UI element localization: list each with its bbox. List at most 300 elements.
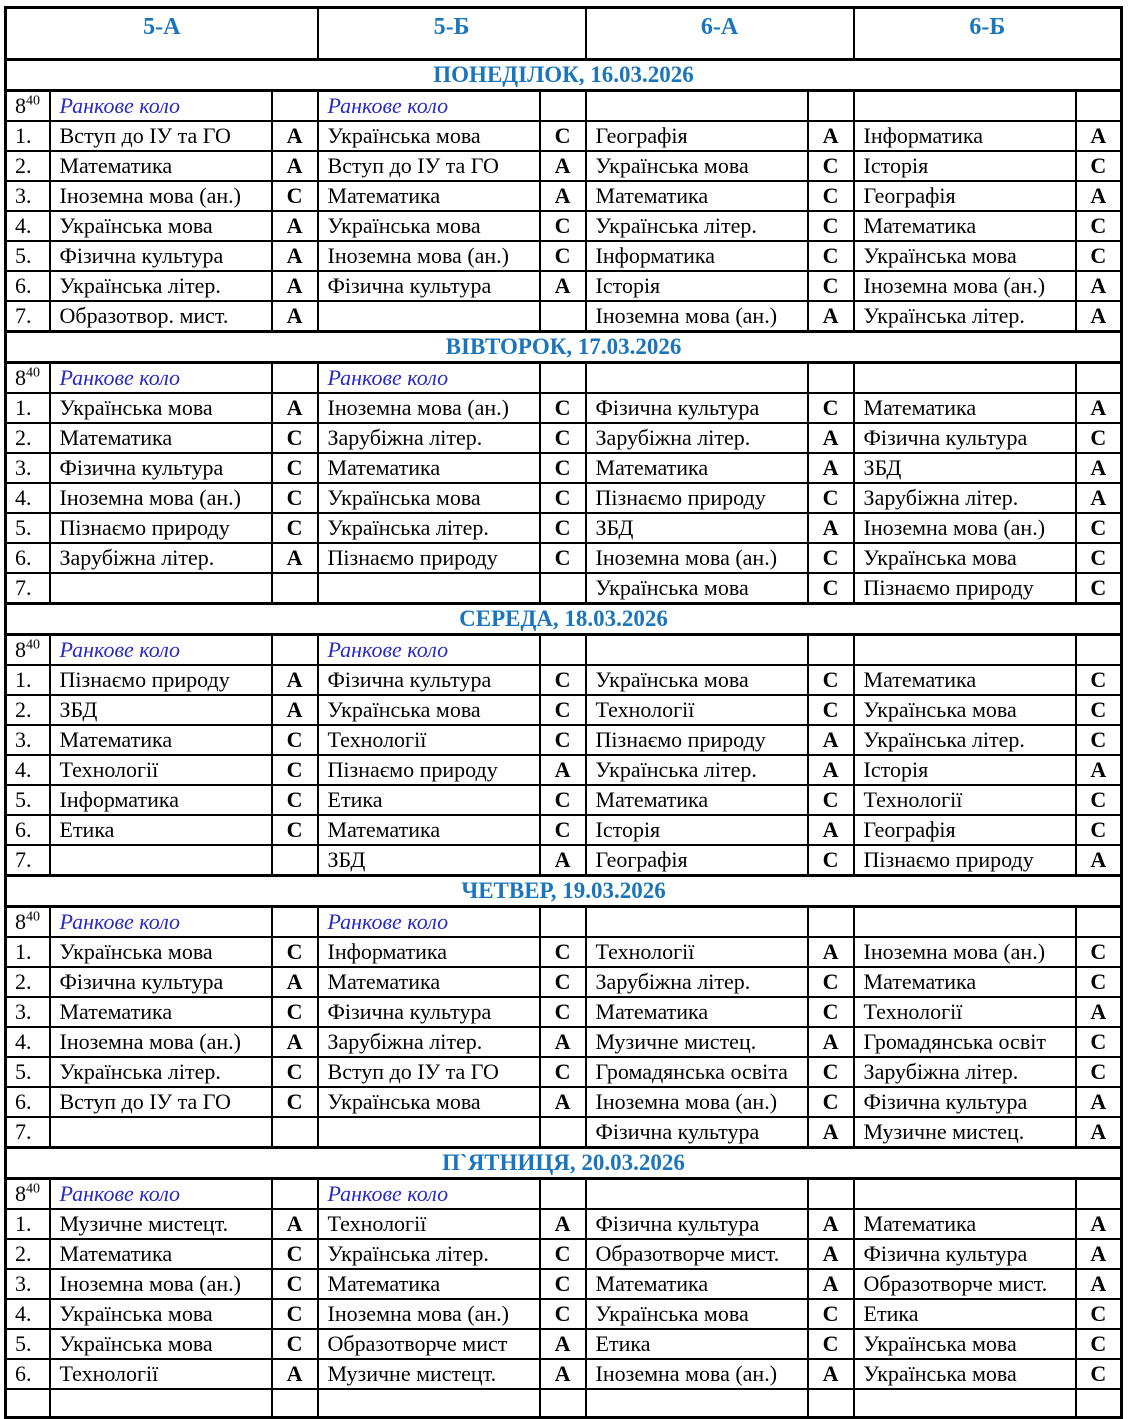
subject-cell: Іноземна мова (ан.) bbox=[586, 301, 808, 332]
mark-cell: С bbox=[1076, 695, 1122, 725]
subject-cell: Математика bbox=[50, 725, 272, 755]
time-label bbox=[6, 91, 50, 122]
subject-cell: Іноземна мова (ан.) bbox=[50, 1027, 272, 1057]
subject-cell: Пізнаємо природу bbox=[50, 513, 272, 543]
mark-cell: С bbox=[808, 181, 854, 211]
mark-cell: А bbox=[1076, 393, 1122, 423]
subject-cell: Українська мова bbox=[854, 695, 1076, 725]
subject-cell: Українська літер. bbox=[854, 301, 1076, 332]
mark-cell bbox=[1076, 91, 1122, 122]
lesson-row bbox=[6, 1239, 1122, 1269]
mark-cell: С bbox=[1076, 1329, 1122, 1359]
morning-circle-cell bbox=[586, 91, 808, 122]
subject-cell: Українська літер. bbox=[586, 755, 808, 785]
subject-cell: Українська літер. bbox=[318, 1239, 540, 1269]
morning-circle-cell: Ранкове коло bbox=[318, 91, 540, 122]
subject-cell: Іноземна мова (ан.) bbox=[50, 483, 272, 513]
time-minutes-superscript: 40 bbox=[26, 909, 40, 925]
mark-cell: С bbox=[540, 513, 586, 543]
mark-cell: С bbox=[272, 423, 318, 453]
subject-cell: Історія bbox=[854, 755, 1076, 785]
lesson-row bbox=[6, 967, 1122, 997]
subject-cell: Українська літер. bbox=[586, 211, 808, 241]
subject-cell: Математика bbox=[50, 423, 272, 453]
day-title: ЧЕТВЕР, 19.03.2026 bbox=[6, 876, 1122, 907]
morning-row bbox=[6, 635, 1122, 666]
morning-row bbox=[6, 363, 1122, 394]
mark-cell: С bbox=[540, 241, 586, 271]
subject-cell: Технології bbox=[854, 997, 1076, 1027]
mark-cell: С bbox=[272, 1299, 318, 1329]
mark-cell: А bbox=[540, 151, 586, 181]
subject-cell: Фізична культура bbox=[854, 1087, 1076, 1117]
mark-cell: С bbox=[540, 725, 586, 755]
subject-cell: Математика bbox=[50, 997, 272, 1027]
class-header-6a: 6-А bbox=[586, 8, 854, 60]
subject-cell: Інформатика bbox=[586, 241, 808, 271]
mark-cell: С bbox=[540, 967, 586, 997]
lesson-row bbox=[6, 665, 1122, 695]
subject-cell: Математика bbox=[318, 453, 540, 483]
time-label bbox=[6, 363, 50, 394]
mark-cell: С bbox=[272, 755, 318, 785]
mark-cell: А bbox=[1076, 845, 1122, 876]
subject-cell: Українська мова bbox=[50, 211, 272, 241]
mark-cell: С bbox=[1076, 967, 1122, 997]
subject-cell: Історія bbox=[586, 815, 808, 845]
subject-cell: Музичне мистецт. bbox=[50, 1209, 272, 1239]
lesson-number: 1. bbox=[6, 665, 50, 695]
lesson-row bbox=[6, 1269, 1122, 1299]
mark-cell: С bbox=[808, 393, 854, 423]
lesson-row bbox=[6, 513, 1122, 543]
subject-cell: Українська мова bbox=[854, 543, 1076, 573]
mark-cell: А bbox=[272, 1027, 318, 1057]
subject-cell: Інформатика bbox=[318, 937, 540, 967]
subject-cell: Пізнаємо природу bbox=[586, 483, 808, 513]
lesson-row bbox=[6, 815, 1122, 845]
mark-cell: С bbox=[1076, 513, 1122, 543]
mark-cell: С bbox=[272, 815, 318, 845]
mark-cell: А bbox=[808, 1027, 854, 1057]
subject-cell: Музичне мистец. bbox=[854, 1117, 1076, 1148]
subject-cell: Українська мова bbox=[318, 483, 540, 513]
mark-cell: С bbox=[1076, 785, 1122, 815]
mark-cell: А bbox=[1076, 1209, 1122, 1239]
subject-cell: Громадянська освіта bbox=[586, 1057, 808, 1087]
mark-cell bbox=[272, 573, 318, 604]
mark-cell bbox=[272, 91, 318, 122]
subject-cell: Географія bbox=[586, 121, 808, 151]
mark-cell bbox=[540, 573, 586, 604]
mark-cell: А bbox=[272, 665, 318, 695]
subject-cell: Українська мова bbox=[318, 1087, 540, 1117]
day-title: СЕРЕДА, 18.03.2026 bbox=[6, 604, 1122, 635]
mark-cell bbox=[1076, 1179, 1122, 1210]
lesson-row bbox=[6, 755, 1122, 785]
mark-cell: С bbox=[808, 785, 854, 815]
lesson-number: 2. bbox=[6, 967, 50, 997]
mark-cell bbox=[540, 363, 586, 394]
mark-cell bbox=[540, 635, 586, 666]
mark-cell: С bbox=[1076, 1027, 1122, 1057]
mark-cell bbox=[1076, 363, 1122, 394]
lesson-number: 1. bbox=[6, 393, 50, 423]
lesson-number: 6. bbox=[6, 271, 50, 301]
lesson-row bbox=[6, 483, 1122, 513]
mark-cell: А bbox=[808, 301, 854, 332]
subject-cell: Математика bbox=[318, 181, 540, 211]
morning-circle-cell bbox=[854, 635, 1076, 666]
subject-cell: Математика bbox=[854, 967, 1076, 997]
subject-cell: Зарубіжна літер. bbox=[854, 1057, 1076, 1087]
mark-cell: С bbox=[272, 937, 318, 967]
mark-cell: С bbox=[272, 997, 318, 1027]
lesson-row bbox=[6, 845, 1122, 876]
lesson-row bbox=[6, 997, 1122, 1027]
mark-cell: С bbox=[808, 1329, 854, 1359]
lesson-row bbox=[6, 121, 1122, 151]
subject-cell bbox=[50, 1117, 272, 1148]
mark-cell: С bbox=[1076, 151, 1122, 181]
mark-cell: С bbox=[272, 1269, 318, 1299]
subject-cell bbox=[318, 573, 540, 604]
subject-cell bbox=[854, 1389, 1076, 1417]
mark-cell: А bbox=[1076, 301, 1122, 332]
lesson-number: 6. bbox=[6, 543, 50, 573]
subject-cell bbox=[318, 1389, 540, 1417]
time-hour: 8 bbox=[15, 909, 26, 934]
mark-cell: А bbox=[272, 151, 318, 181]
mark-cell: А bbox=[1076, 121, 1122, 151]
lesson-number: 2. bbox=[6, 151, 50, 181]
day-title: ВІВТОРОК, 17.03.2026 bbox=[6, 332, 1122, 363]
mark-cell: А bbox=[808, 121, 854, 151]
mark-cell: С bbox=[808, 665, 854, 695]
subject-cell: Українська мова bbox=[318, 121, 540, 151]
time-hour: 8 bbox=[15, 365, 26, 390]
subject-cell: Зарубіжна літер. bbox=[50, 543, 272, 573]
mark-cell: А bbox=[1076, 181, 1122, 211]
subject-cell: Українська мова bbox=[318, 695, 540, 725]
subject-cell: Образотворче мист bbox=[318, 1329, 540, 1359]
lesson-number: 3. bbox=[6, 1269, 50, 1299]
subject-cell: Образотворче мист. bbox=[854, 1269, 1076, 1299]
mark-cell: А bbox=[808, 725, 854, 755]
mark-cell bbox=[808, 1389, 854, 1417]
subject-cell: Інформатика bbox=[854, 121, 1076, 151]
lesson-row bbox=[6, 393, 1122, 423]
mark-cell: С bbox=[540, 423, 586, 453]
subject-cell bbox=[318, 1117, 540, 1148]
subject-cell bbox=[318, 301, 540, 332]
mark-cell: А bbox=[540, 1359, 586, 1389]
morning-row bbox=[6, 1179, 1122, 1210]
mark-cell: А bbox=[272, 543, 318, 573]
mark-cell: С bbox=[540, 997, 586, 1027]
mark-cell: С bbox=[540, 937, 586, 967]
subject-cell: Українська мова bbox=[50, 393, 272, 423]
mark-cell bbox=[540, 301, 586, 332]
time-minutes-superscript: 40 bbox=[26, 1181, 40, 1197]
mark-cell: С bbox=[540, 815, 586, 845]
subject-cell: Громадянська освіт bbox=[854, 1027, 1076, 1057]
mark-cell: С bbox=[540, 1239, 586, 1269]
mark-cell: А bbox=[1076, 1269, 1122, 1299]
subject-cell: Етика bbox=[586, 1329, 808, 1359]
subject-cell: Фізична культура bbox=[854, 1239, 1076, 1269]
subject-cell: ЗБД bbox=[50, 695, 272, 725]
subject-cell: Фізична культура bbox=[586, 1117, 808, 1148]
timetable-body bbox=[6, 60, 1122, 1418]
mark-cell: С bbox=[272, 1239, 318, 1269]
mark-cell bbox=[272, 1389, 318, 1417]
lesson-row bbox=[6, 181, 1122, 211]
mark-cell: А bbox=[808, 513, 854, 543]
time-minutes-superscript: 40 bbox=[26, 365, 40, 381]
mark-cell bbox=[808, 363, 854, 394]
mark-cell: С bbox=[808, 211, 854, 241]
mark-cell: С bbox=[272, 725, 318, 755]
subject-cell: Фізична культура bbox=[50, 241, 272, 271]
mark-cell: С bbox=[272, 1057, 318, 1087]
mark-cell bbox=[1076, 1389, 1122, 1417]
subject-cell: Математика bbox=[50, 1239, 272, 1269]
lesson-number: 5. bbox=[6, 1057, 50, 1087]
subject-cell: Математика bbox=[586, 453, 808, 483]
subject-cell: Математика bbox=[586, 785, 808, 815]
subject-cell bbox=[50, 1389, 272, 1417]
lesson-number: 7. bbox=[6, 301, 50, 332]
subject-cell: Географія bbox=[586, 845, 808, 876]
day-title: ПОНЕДІЛОК, 16.03.2026 bbox=[6, 60, 1122, 91]
morning-circle-cell: Ранкове коло bbox=[318, 907, 540, 938]
mark-cell: С bbox=[540, 483, 586, 513]
lesson-row bbox=[6, 785, 1122, 815]
lesson-row bbox=[6, 211, 1122, 241]
subject-cell: Фізична культура bbox=[318, 271, 540, 301]
lesson-row bbox=[6, 1299, 1122, 1329]
mark-cell: С bbox=[1076, 665, 1122, 695]
subject-cell: Географія bbox=[854, 181, 1076, 211]
subject-cell: Вступ до ІУ та ГО bbox=[318, 1057, 540, 1087]
mark-cell: А bbox=[1076, 1087, 1122, 1117]
lesson-number: 1. bbox=[6, 121, 50, 151]
mark-cell: А bbox=[808, 1117, 854, 1148]
mark-cell: С bbox=[1076, 423, 1122, 453]
subject-cell: Технології bbox=[854, 785, 1076, 815]
subject-cell: Іноземна мова (ан.) bbox=[50, 181, 272, 211]
class-header-6b: 6-Б bbox=[854, 8, 1122, 60]
lesson-number: 2. bbox=[6, 1239, 50, 1269]
lesson-row bbox=[6, 1117, 1122, 1148]
subject-cell: Математика bbox=[318, 815, 540, 845]
lesson-row bbox=[6, 543, 1122, 573]
lesson-number: 4. bbox=[6, 483, 50, 513]
mark-cell: А bbox=[1076, 453, 1122, 483]
mark-cell: С bbox=[808, 967, 854, 997]
class-header-5b: 5-Б bbox=[318, 8, 586, 60]
morning-circle-cell bbox=[586, 1179, 808, 1210]
lesson-row bbox=[6, 241, 1122, 271]
mark-cell: А bbox=[272, 271, 318, 301]
subject-cell: Математика bbox=[318, 1269, 540, 1299]
mark-cell: А bbox=[540, 1087, 586, 1117]
mark-cell: С bbox=[272, 1087, 318, 1117]
mark-cell: С bbox=[272, 1329, 318, 1359]
morning-circle-cell: Ранкове коло bbox=[50, 635, 272, 666]
morning-circle-cell bbox=[586, 907, 808, 938]
subject-cell: Українська мова bbox=[854, 241, 1076, 271]
morning-circle-cell bbox=[854, 1179, 1076, 1210]
mark-cell: С bbox=[272, 483, 318, 513]
morning-circle-cell: Ранкове коло bbox=[50, 91, 272, 122]
mark-cell: С bbox=[540, 695, 586, 725]
lesson-number: 7. bbox=[6, 845, 50, 876]
mark-cell: А bbox=[272, 967, 318, 997]
subject-cell: Фізична культура bbox=[586, 393, 808, 423]
lesson-row bbox=[6, 1057, 1122, 1087]
class-header-row bbox=[6, 8, 1122, 60]
subject-cell: Технології bbox=[50, 755, 272, 785]
subject-cell: Фізична культура bbox=[586, 1209, 808, 1239]
subject-cell: Географія bbox=[854, 815, 1076, 845]
mark-cell: А bbox=[272, 301, 318, 332]
class-header-5a: 5-А bbox=[6, 8, 318, 60]
lesson-row bbox=[6, 1087, 1122, 1117]
lesson-number: 4. bbox=[6, 211, 50, 241]
mark-cell: С bbox=[272, 513, 318, 543]
subject-cell: Технології bbox=[586, 695, 808, 725]
day-title-row bbox=[6, 332, 1122, 363]
subject-cell bbox=[50, 845, 272, 876]
mark-cell: С bbox=[540, 393, 586, 423]
subject-cell: Етика bbox=[854, 1299, 1076, 1329]
subject-cell: Зарубіжна літер. bbox=[586, 967, 808, 997]
subject-cell: Українська мова bbox=[854, 1359, 1076, 1389]
lesson-row bbox=[6, 1209, 1122, 1239]
mark-cell: С bbox=[272, 453, 318, 483]
subject-cell: ЗБД bbox=[586, 513, 808, 543]
lesson-number: 4. bbox=[6, 755, 50, 785]
mark-cell: С bbox=[1076, 543, 1122, 573]
morning-circle-cell: Ранкове коло bbox=[50, 363, 272, 394]
subject-cell: Етика bbox=[50, 815, 272, 845]
mark-cell bbox=[540, 1179, 586, 1210]
timetable bbox=[4, 6, 1123, 1419]
subject-cell: Пізнаємо природу bbox=[50, 665, 272, 695]
mark-cell: С bbox=[272, 785, 318, 815]
morning-circle-cell: Ранкове коло bbox=[318, 363, 540, 394]
mark-cell: С bbox=[808, 151, 854, 181]
lesson-row bbox=[6, 1359, 1122, 1389]
mark-cell: А bbox=[808, 1359, 854, 1389]
subject-cell: Технології bbox=[318, 1209, 540, 1239]
mark-cell: А bbox=[1076, 483, 1122, 513]
subject-cell: Історія bbox=[854, 151, 1076, 181]
mark-cell: А bbox=[808, 423, 854, 453]
subject-cell: Етика bbox=[318, 785, 540, 815]
mark-cell bbox=[272, 1179, 318, 1210]
mark-cell bbox=[808, 907, 854, 938]
mark-cell: С bbox=[1076, 241, 1122, 271]
subject-cell: Іноземна мова (ан.) bbox=[586, 1087, 808, 1117]
time-label bbox=[6, 1179, 50, 1210]
subject-cell: Пізнаємо природу bbox=[854, 573, 1076, 604]
subject-cell: Музичне мистец. bbox=[586, 1027, 808, 1057]
mark-cell: А bbox=[540, 755, 586, 785]
lesson-number: 2. bbox=[6, 695, 50, 725]
morning-circle-cell bbox=[854, 91, 1076, 122]
mark-cell: С bbox=[540, 453, 586, 483]
lesson-number: 6. bbox=[6, 1087, 50, 1117]
mark-cell: С bbox=[540, 1269, 586, 1299]
day-title-row bbox=[6, 60, 1122, 91]
subject-cell: Українська мова bbox=[586, 573, 808, 604]
mark-cell: А bbox=[1076, 755, 1122, 785]
mark-cell bbox=[540, 1117, 586, 1148]
mark-cell: С bbox=[1076, 937, 1122, 967]
mark-cell: А bbox=[272, 211, 318, 241]
mark-cell bbox=[272, 907, 318, 938]
subject-cell: Іноземна мова (ан.) bbox=[854, 513, 1076, 543]
subject-cell: Історія bbox=[586, 271, 808, 301]
subject-cell: Технології bbox=[50, 1359, 272, 1389]
mark-cell: А bbox=[540, 271, 586, 301]
subject-cell: Фізична культура bbox=[50, 453, 272, 483]
mark-cell: А bbox=[1076, 997, 1122, 1027]
mark-cell: С bbox=[808, 695, 854, 725]
mark-cell: А bbox=[808, 815, 854, 845]
lesson-number: 3. bbox=[6, 181, 50, 211]
mark-cell: С bbox=[808, 543, 854, 573]
mark-cell bbox=[540, 91, 586, 122]
lesson-row bbox=[6, 937, 1122, 967]
subject-cell: Українська літер. bbox=[50, 1057, 272, 1087]
subject-cell: Іноземна мова (ан.) bbox=[318, 393, 540, 423]
subject-cell: ЗБД bbox=[318, 845, 540, 876]
subject-cell: Фізична культура bbox=[50, 967, 272, 997]
lesson-row bbox=[6, 301, 1122, 332]
mark-cell: С bbox=[808, 1299, 854, 1329]
mark-cell bbox=[272, 635, 318, 666]
subject-cell: Вступ до ІУ та ГО bbox=[50, 121, 272, 151]
mark-cell: С bbox=[808, 573, 854, 604]
subject-cell: Зарубіжна літер. bbox=[318, 423, 540, 453]
mark-cell: А bbox=[272, 121, 318, 151]
subject-cell: Пізнаємо природу bbox=[318, 543, 540, 573]
lesson-row bbox=[6, 695, 1122, 725]
lesson-number: 1. bbox=[6, 1209, 50, 1239]
subject-cell: Фізична культура bbox=[318, 665, 540, 695]
mark-cell: С bbox=[808, 271, 854, 301]
mark-cell: А bbox=[540, 1027, 586, 1057]
subject-cell: Технології bbox=[586, 937, 808, 967]
subject-cell: Пізнаємо природу bbox=[318, 755, 540, 785]
mark-cell: С bbox=[1076, 725, 1122, 755]
mark-cell: С bbox=[808, 241, 854, 271]
lesson-number: 3. bbox=[6, 453, 50, 483]
mark-cell: А bbox=[272, 1209, 318, 1239]
time-minutes-superscript: 40 bbox=[26, 637, 40, 653]
time-hour: 8 bbox=[15, 637, 26, 662]
lesson-number: 6. bbox=[6, 815, 50, 845]
time-hour: 8 bbox=[15, 93, 26, 118]
mark-cell: С bbox=[540, 1299, 586, 1329]
subject-cell: Фізична культура bbox=[854, 423, 1076, 453]
lesson-number: 5. bbox=[6, 513, 50, 543]
subject-cell: Українська мова bbox=[318, 211, 540, 241]
